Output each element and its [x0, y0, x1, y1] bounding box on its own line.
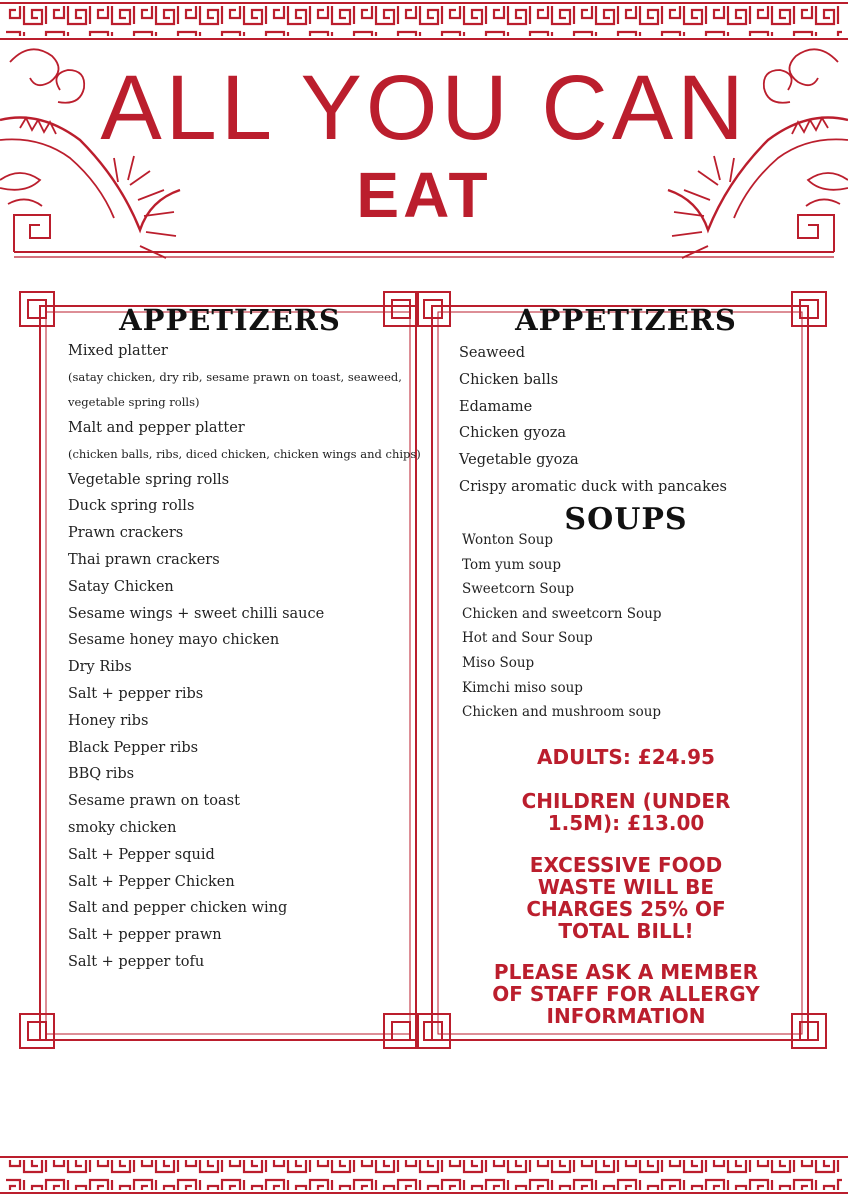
- left-panel-heading: APPETIZERS: [119, 303, 341, 337]
- soup-list: [462, 528, 661, 725]
- notice-line: OF STAFF FOR ALLERGY: [492, 982, 760, 1006]
- list-item: Salt + Pepper squid: [68, 846, 215, 863]
- list-item: Thai prawn crackers: [68, 551, 220, 568]
- list-item: Crispy aromatic duck with pancakes: [459, 478, 727, 495]
- list-item-note: vegetable spring rolls): [68, 394, 200, 409]
- right-appetizer-list: [459, 340, 727, 501]
- list-item: Malt and pepper platter: [68, 419, 245, 436]
- notice-line: INFORMATION: [546, 1004, 706, 1028]
- list-item-note: (satay chicken, dry rib, sesame prawn on toast, seaweed,: [68, 369, 402, 384]
- list-item: Honey ribs: [68, 712, 149, 729]
- notice-line: PLEASE ASK A MEMBER: [493, 960, 759, 984]
- notice-line: TOTAL BILL!: [558, 919, 694, 943]
- list-item: Chicken gyoza: [459, 425, 566, 442]
- list-item: Salt + Pepper Chicken: [68, 873, 235, 890]
- list-item: Duck spring rolls: [68, 498, 195, 515]
- list-item: Salt and pepper chicken wing: [68, 900, 288, 917]
- list-item: Edamame: [459, 398, 533, 415]
- list-item: Black Pepper ribs: [68, 739, 199, 756]
- list-item: Sesame honey mayo chicken: [68, 632, 280, 649]
- list-item: Salt + pepper ribs: [68, 685, 204, 702]
- list-item: Mixed platter: [68, 343, 168, 359]
- list-item: Salt + pepper tofu: [68, 953, 205, 970]
- list-item: Sesame prawn on toast: [68, 793, 240, 810]
- list-item: Vegetable gyoza: [459, 452, 579, 469]
- children-price-line: 1.5M): £13.00: [547, 811, 705, 835]
- allergy-notice: [452, 961, 800, 1027]
- list-item: Salt + pepper prawn: [68, 927, 222, 944]
- right-panel-heading: APPETIZERS: [515, 303, 737, 337]
- bottom-fret-border: [0, 1157, 848, 1193]
- list-item: BBQ ribs: [68, 766, 135, 783]
- list-item: Chicken and sweetcorn Soup: [462, 605, 662, 622]
- notice-line: WASTE WILL BE: [537, 875, 715, 899]
- list-item: Dry Ribs: [68, 659, 132, 676]
- list-item: Tom yum soup: [462, 556, 561, 573]
- list-item: Wonton Soup: [462, 532, 554, 548]
- children-price: [452, 790, 800, 834]
- list-item: Miso Soup: [462, 654, 535, 671]
- list-item: Seaweed: [459, 345, 526, 361]
- left-appetizer-list: [68, 338, 421, 976]
- list-item: Kimchi miso soup: [462, 679, 583, 696]
- list-item: Prawn crackers: [68, 525, 184, 542]
- title-line-2: EAT: [356, 159, 492, 231]
- list-item: Hot and Sour Soup: [462, 630, 593, 647]
- list-item: Sesame wings + sweet chilli sauce: [68, 605, 325, 622]
- soups-heading: SOUPS: [564, 502, 688, 537]
- list-item-note: (chicken balls, ribs, diced chicken, chicken wings and chips): [68, 446, 421, 461]
- title-line-1: ALL YOU CAN: [100, 57, 748, 159]
- list-item: Chicken and mushroom soup: [462, 704, 662, 721]
- adults-price: ADULTS: £24.95: [537, 745, 715, 769]
- list-item: Chicken balls: [459, 371, 559, 388]
- list-item: Satay Chicken: [68, 578, 174, 595]
- children-price-line: CHILDREN (UNDER: [521, 789, 731, 813]
- list-item: Vegetable spring rolls: [68, 471, 230, 488]
- list-item: smoky chicken: [68, 819, 177, 836]
- notice-line: CHARGES 25% OF: [526, 897, 726, 921]
- food-waste-notice: [452, 854, 800, 942]
- top-fret-border: [0, 3, 848, 39]
- notice-line: EXCESSIVE FOOD: [529, 853, 723, 877]
- list-item: Sweetcorn Soup: [462, 581, 575, 598]
